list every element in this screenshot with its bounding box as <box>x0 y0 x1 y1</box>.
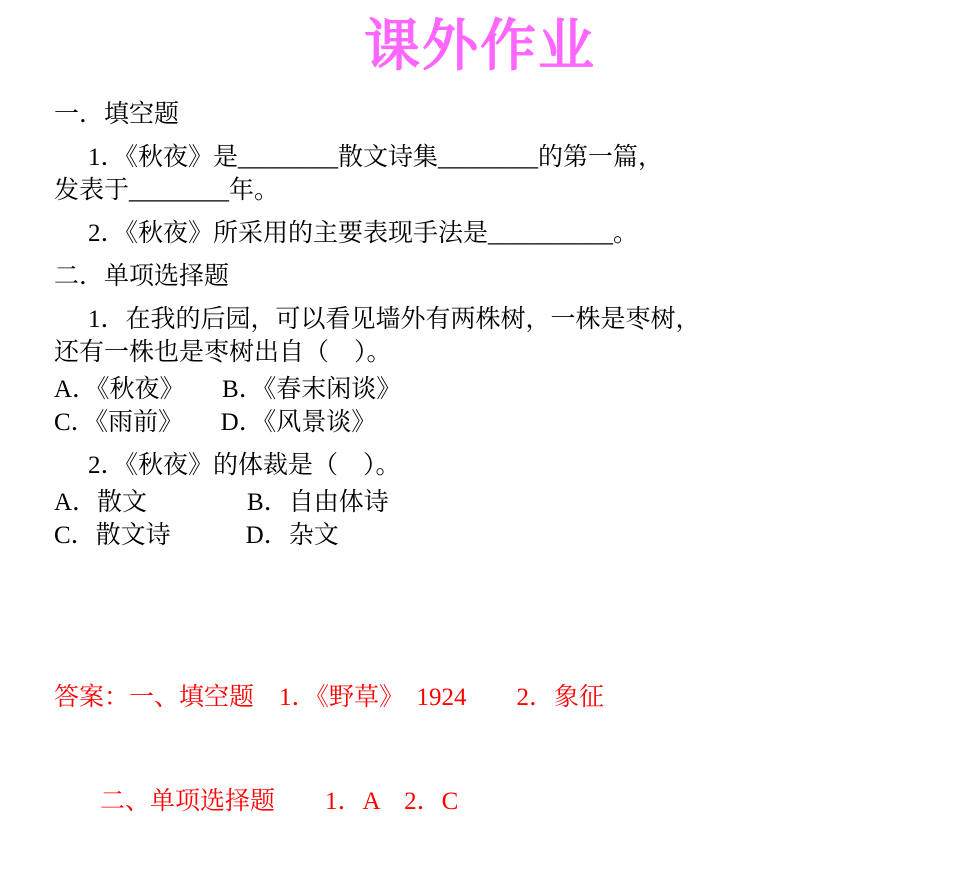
answer-line-1: 答案：一、填空题 1．《野草》 1924 2．象征 <box>54 684 605 711</box>
section-heading-multiple-choice: 二．单项选择题 <box>54 263 230 290</box>
answer-line-2: 二、单项选择题 1．A 2．C <box>100 787 459 815</box>
question-2-1-options-cd: C．《雨前》 D．《风景谈》 <box>54 409 377 436</box>
question-2-2-options-cd: C．散文诗 D．杂文 <box>54 522 339 549</box>
section-heading-fill-in-blank: 一．填空题 <box>54 101 180 128</box>
page-title: 课外作业 <box>364 13 596 79</box>
question-1-2: 2．《秋夜》所采用的主要表现手法是__________。 <box>88 220 639 247</box>
question-2-1-line-1: 1．在我的后园，可以看见墙外有两株树，一株是枣树， <box>88 306 701 333</box>
question-1-1-line-1: 1．《秋夜》是________散文诗集________的第一篇， <box>88 144 664 171</box>
question-2-2: 2．《秋夜》的体裁是（ ）。 <box>88 452 401 479</box>
slide-body <box>54 98 934 552</box>
question-2-1-options-ab: A．《秋夜》 B．《春末闲谈》 <box>54 376 402 403</box>
question-1-1-line-2: 发表于________年。 <box>54 177 280 204</box>
question-2-2-options-ab: A．散文 B．自由体诗 <box>54 489 389 516</box>
answer-block <box>54 612 934 888</box>
question-2-1-line-2: 还有一株也是枣树出自（ ）。 <box>54 339 392 366</box>
